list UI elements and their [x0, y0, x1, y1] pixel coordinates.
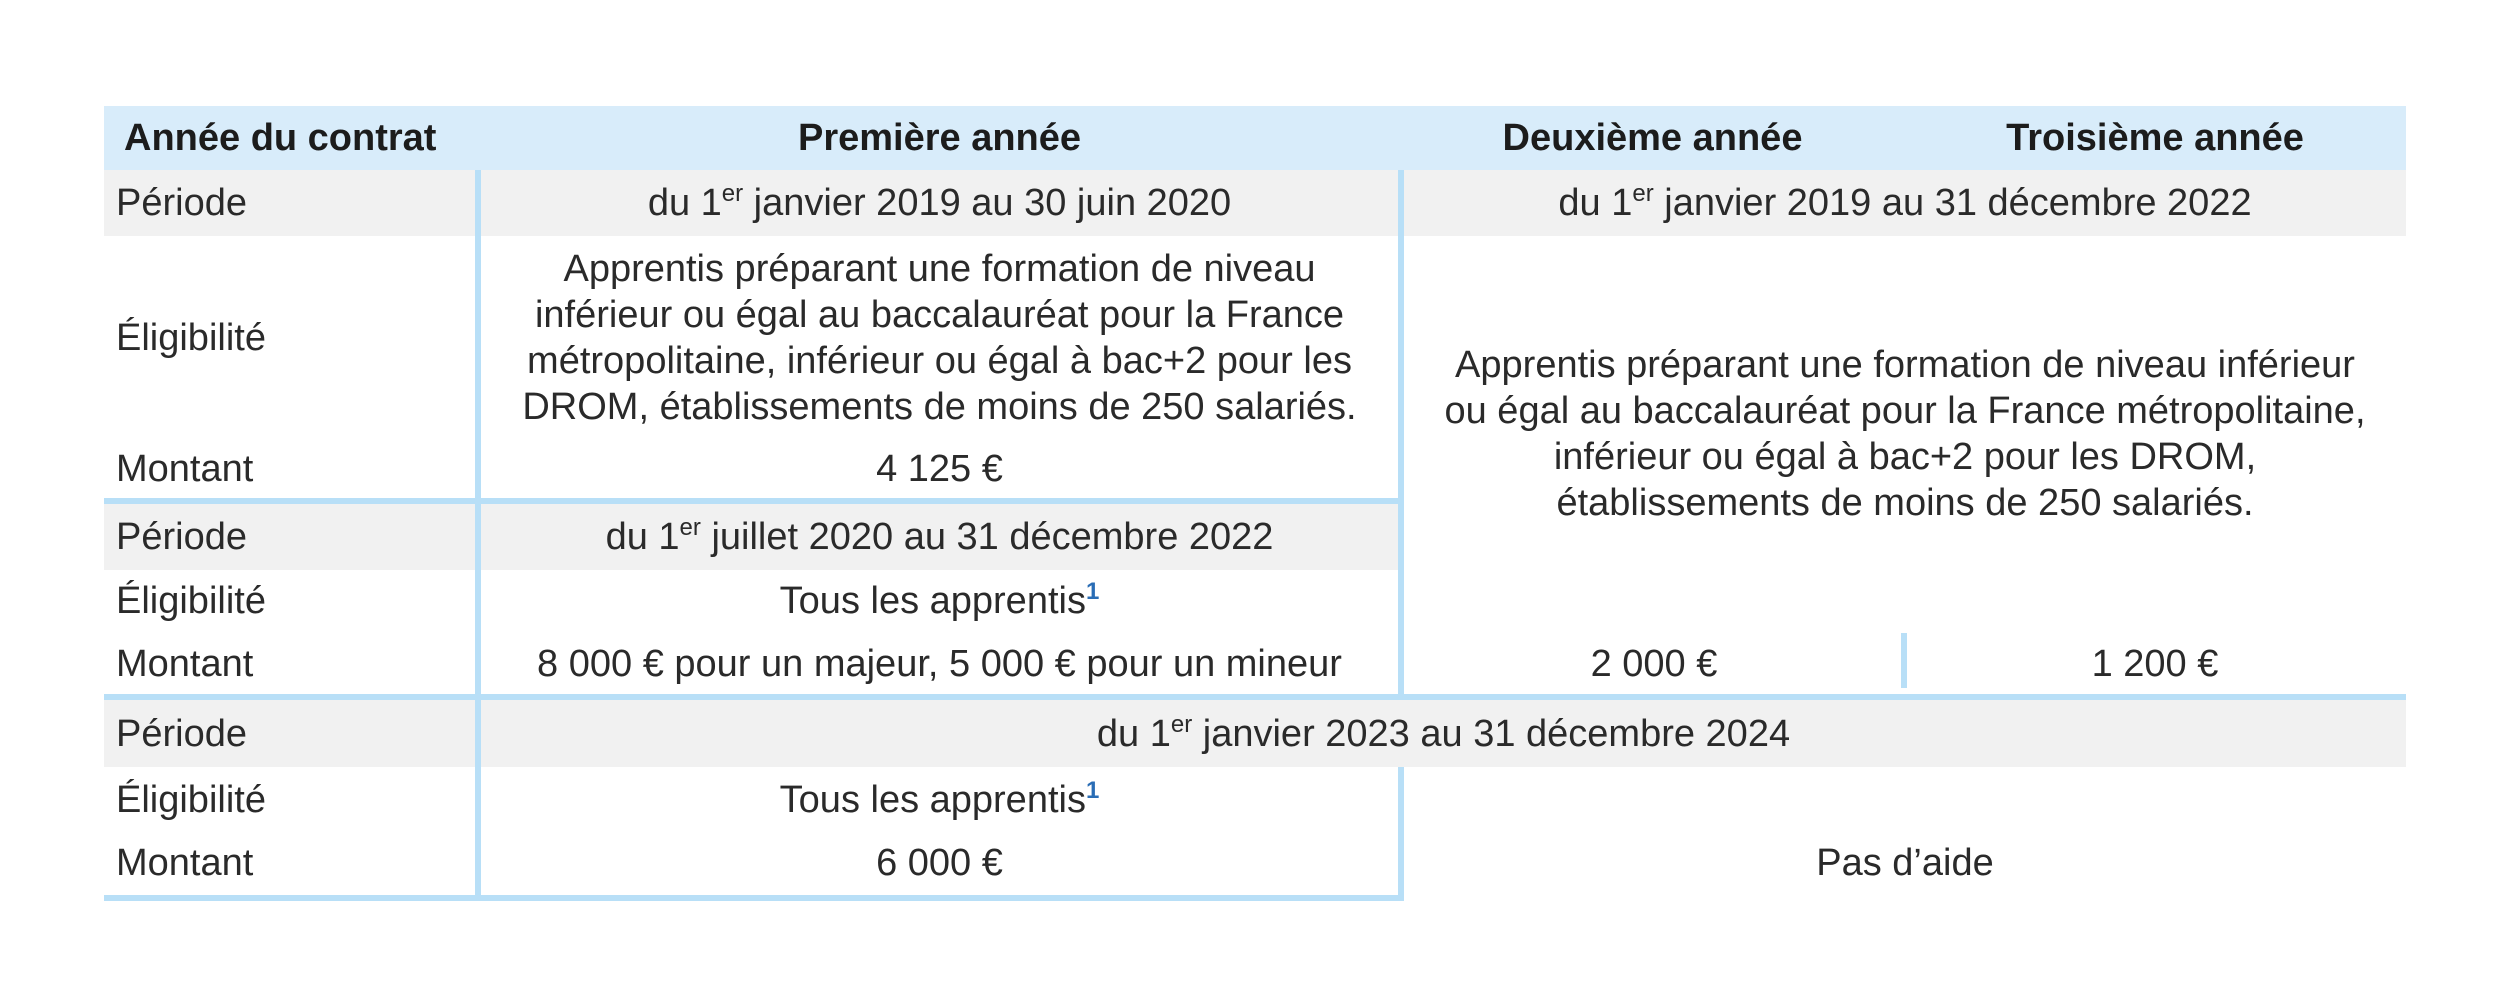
row-label-eligibilite: Éligibilité: [116, 316, 266, 359]
row-label-montant: Montant: [116, 642, 254, 685]
header-first-year: Première année: [478, 106, 1401, 170]
footnote-marker: 1: [1085, 578, 1100, 606]
table-row: [104, 170, 2406, 236]
header-second-year: Deuxième année: [1401, 106, 1904, 170]
row-label-eligibilite: Éligibilité: [116, 778, 266, 821]
header-contract-year: Année du contrat: [104, 106, 478, 170]
row-label-periode: Période: [104, 697, 478, 767]
aid-table: [104, 106, 2406, 901]
montant-year3: 1 200 €: [1904, 633, 2406, 697]
montant-section1: 4 125 €: [478, 439, 1401, 501]
row-label-periode: Période: [104, 501, 478, 569]
table-row: [104, 236, 2406, 439]
periode-section1: du 1er janvier 2019 au 30 juin 2020: [478, 170, 1401, 236]
eligibilite-section1: Apprentis préparant une formation de niveau inférieur ou égal au baccalauréat pour la France métropolitaine, inférieur ou égal à bac+2 pour les DROM, établissements de moins de 250 salariés.: [478, 236, 1401, 439]
row-label-periode: Période: [104, 170, 478, 236]
header-third-year: Troisième année: [1904, 106, 2406, 170]
eligibilite-section3: Tous les apprentis$^1$: [478, 767, 1401, 831]
table-row: [104, 697, 2406, 767]
row-label-montant: Montant: [104, 832, 478, 898]
row-label-eligibilite: Éligibilité: [116, 580, 266, 623]
montant-section3: 6 000 €: [478, 832, 1401, 898]
table-row: [104, 767, 2406, 831]
periode-section2: du 1er juillet 2020 au 31 décembre 2022: [478, 501, 1401, 569]
periode-section3: du 1er janvier 2023 au 31 décembre 2024: [478, 697, 2406, 767]
periode-years-2-3: du 1er janvier 2019 au 31 décembre 2022: [1401, 170, 2406, 236]
eligibilite-years-2-3: Apprentis préparant une formation de niveau inférieur ou égal au baccalauréat pour la France métropolitaine, inférieur ou égal à bac+2 pour les DROM, établissements de moins de 250 salariés.: [1401, 236, 2406, 633]
montant-section2: 8 000 € pour un majeur, 5 000 € pour un mineur: [478, 633, 1401, 697]
eligibilite-section2: Tous les apprentis$^1$: [478, 570, 1401, 633]
row-label-montant: Montant: [116, 447, 254, 490]
footnote-marker: 1: [1085, 776, 1100, 804]
table-row: [104, 633, 2406, 697]
montant-year2: 2 000 €: [1401, 633, 1904, 697]
header-row: [104, 106, 2406, 170]
montant-years-2-3-section3: Pas d’aide: [1401, 767, 2406, 898]
